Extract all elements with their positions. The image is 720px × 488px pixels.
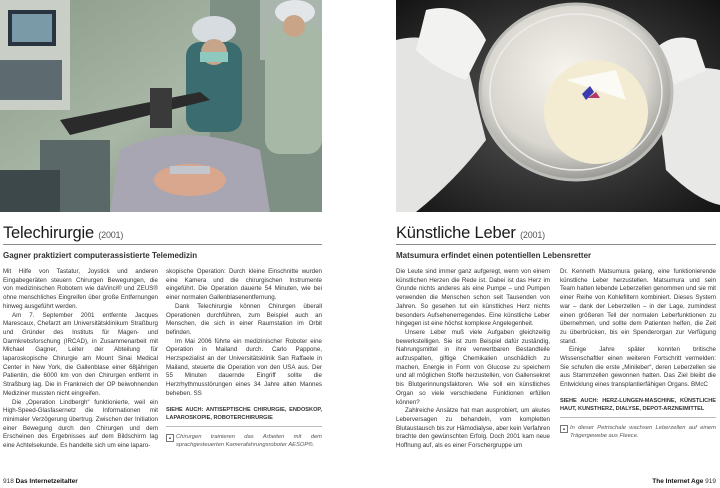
see-also-tags: SIEHE AUCH: HERZ-LUNGEN-MASCHINE, KÜNSTLICHE HAUT, KUNSTHERZ, DIALYSE, DEPOT-ARZNEIMITTEL bbox=[560, 397, 716, 412]
caption-divider bbox=[166, 426, 322, 427]
page-number: 919 bbox=[705, 478, 716, 485]
paragraph: Mit Hilfe von Tastatur, Joystick und anderen Eingabegeräten steuern Chirurgen Bewegungen, die von medizinischen Robotern wie daVinci® und ZEUS® ohne menschliches Eingreifen über große Entfernungen hinweg ausgeführt werden. bbox=[3, 268, 158, 310]
article-subtitle: Matsumura erfindet einen potentiellen Lebensretter bbox=[396, 251, 592, 260]
running-head: Das Internetzeitalter bbox=[15, 478, 78, 485]
left-column-1 bbox=[3, 268, 158, 451]
page-number: 918 bbox=[3, 478, 14, 485]
left-column-2 bbox=[166, 268, 322, 449]
caption-icon: ▲ bbox=[560, 425, 568, 433]
paragraph: Die Leute sind immer ganz aufgeregt, wenn von einem künstlichen Herzen die Rede ist. Dabei ist das Herz im Grunde nichts anderes als eine Pumpe – und Pumpen verwenden die Menschen schon seit Tausenden von Jahren. So gesehen tut ein künstliches Herz nichts besonders Aufsehenerregendes. Eine künstliche Leber hingegen ist eine höchst komplexe Angelegenheit. bbox=[396, 268, 550, 328]
page-footer bbox=[3, 478, 78, 485]
caption-icon: ▲ bbox=[166, 434, 174, 442]
paragraph: Am 7. September 2001 entfernte Jacques Marescaux, Chefarzt am Universitätsklinikum Straßburg und Gründer des Instituts für Magen- und Darmkrebsforschung (IRCAD), in Zusammenarbeit mit Michael Gagner, Leiter der Abteilung für laparoskopische Chirurgie am Mount Sinai Medical Center in New York, die Gallenblase einer 68jährigen Patientin, die 6000 km von den Chirurgen entfernt in Straßburg lag. Die in Frankreich der OP beiwohnenden Mediziner mussten nicht eingreifen. bbox=[3, 311, 158, 397]
telesurgery-photo bbox=[0, 0, 322, 212]
paragraph: Zahlreiche Ansätze hat man ausprobiert, um akutes Leberversagen zu behandeln, vom kompletten Blutaustausch bis zur Hämodialyse, aber kein Verfahren brachte den gewünschten Erfolg. Doch 2001 kam neue Hoffnung auf, als es einer Forschergruppe um bbox=[396, 407, 550, 450]
photo-caption bbox=[560, 424, 716, 440]
see-also-tags: SIEHE AUCH: ANTISEPTISCHE CHIRURGIE, ENDOSKOP, LAPAROSKOPIE, ROBOTERCHIRURGIE bbox=[166, 406, 322, 421]
article-title bbox=[3, 224, 123, 243]
caption-divider bbox=[560, 417, 716, 418]
title-text: Künstliche Leber bbox=[396, 224, 516, 242]
photo-caption bbox=[166, 433, 322, 449]
paragraph: Einige Jahre später konnten britische Wissenschaftler einen weiteren Fortschritt vermelden: Sie schufen die erste „Minileber“, deren Leberzellen sie aus Stammzellen gewonnen hatten. Das Ziel bleibt die Entwicklung eines transplantierfähigen Organs. BMcC bbox=[560, 346, 716, 389]
paragraph: Im Mai 2006 führte ein medizinischer Roboter eine Operation in Mailand durch. Carlo Pappone, Herzspezialist an der Universitätsklinik San Raffaele in Mailand, steuerte die Operation von den USA aus. Der 55 Minuten dauernde Eingriff sollte die Herzrhythmusstörungen eines 34 Jahre alten Mannes beheben. SS bbox=[166, 337, 322, 397]
paragraph: skopische Operation: Durch kleine Einschnitte wurden eine Kamera und die chirurgischen Instrumente eingeführt. Die Operation dauerte 54 Minuten, wie bei einer normalen Gallenblasenentfernung. bbox=[166, 268, 322, 302]
paragraph: Die „Operation Lindbergh“ funktionierte, weil ein High-Speed-Glasfasernetz die Informationen mit minimaler Verzögerung übertrug. Zwischen der Initiation einer Bewegung durch den Chirurgen und dem Erscheinen des Ergebnisses auf dem Bildschirm lag eine Achtelsekunde. Es handelte sich um eine laparo- bbox=[3, 398, 158, 450]
right-page bbox=[360, 0, 720, 488]
title-rule bbox=[396, 244, 716, 245]
running-head: The Internet Age bbox=[652, 478, 704, 485]
article-subtitle: Gagner praktiziert computerassistierte Telemedizin bbox=[3, 251, 198, 260]
title-text: Telechirurgie bbox=[3, 224, 94, 242]
paragraph: Dr. Kenneth Matsumura gelang, eine funktionierende künstliche Leber herzustellen. Matsumura und sein Team hatten lebende Leberzellen genommen und sie mit einer Reihe von Kohlefiltern kombiniert. Dieses System war – dank der Leberzellen – in der Lage, zumindest einen größeren Teil der normalen Leberfunktionen zu übernehmen, und sollte dem Patienten helfen, die Zeit zu überbrücken, bis ein Spenderorgan zur Verfügung stand. bbox=[560, 268, 716, 345]
caption-text: Chirurgen trainieren das Arbeiten mit dem sprachgesteuerten Kamerafahrungsroboter AESOP®. bbox=[176, 433, 322, 448]
right-column-1 bbox=[396, 268, 550, 451]
title-year: (2001) bbox=[520, 230, 545, 240]
paragraph: Unsere Leber muß viele Aufgaben gleichzeitig bewerkstelligen. Sie ist zum Beispiel dafür zuständig, Nahrungsmittel in ihre verwertbaren Bestandteile aufzuspalten, giftige Chemikalien unschädlich zu machen, Energie in Form von Glucose zu speichern und all möglichen Stoffe herzustellen, von Gallensekret bis Blutgerinnungsfaktoren. Wie soll ein künstliches Organ so viele verschiedene Funktionen erfüllen können? bbox=[396, 328, 550, 406]
title-year: (2001) bbox=[98, 230, 124, 240]
page-footer bbox=[652, 478, 716, 485]
petri-dish-photo bbox=[396, 0, 720, 212]
right-column-2 bbox=[560, 268, 716, 440]
paragraph: Dank Telechirurgie können Chirurgen überall Operationen durchführen, zum Beispiel auch an Menschen, die sich in einer Raumstation im Orbit befinden. bbox=[166, 302, 322, 336]
article-title bbox=[396, 224, 545, 243]
caption-text: In dieser Petrischale wachsen Leberzellen auf einem Trägergewebe aus Fleece. bbox=[570, 424, 716, 439]
title-rule bbox=[3, 244, 322, 245]
